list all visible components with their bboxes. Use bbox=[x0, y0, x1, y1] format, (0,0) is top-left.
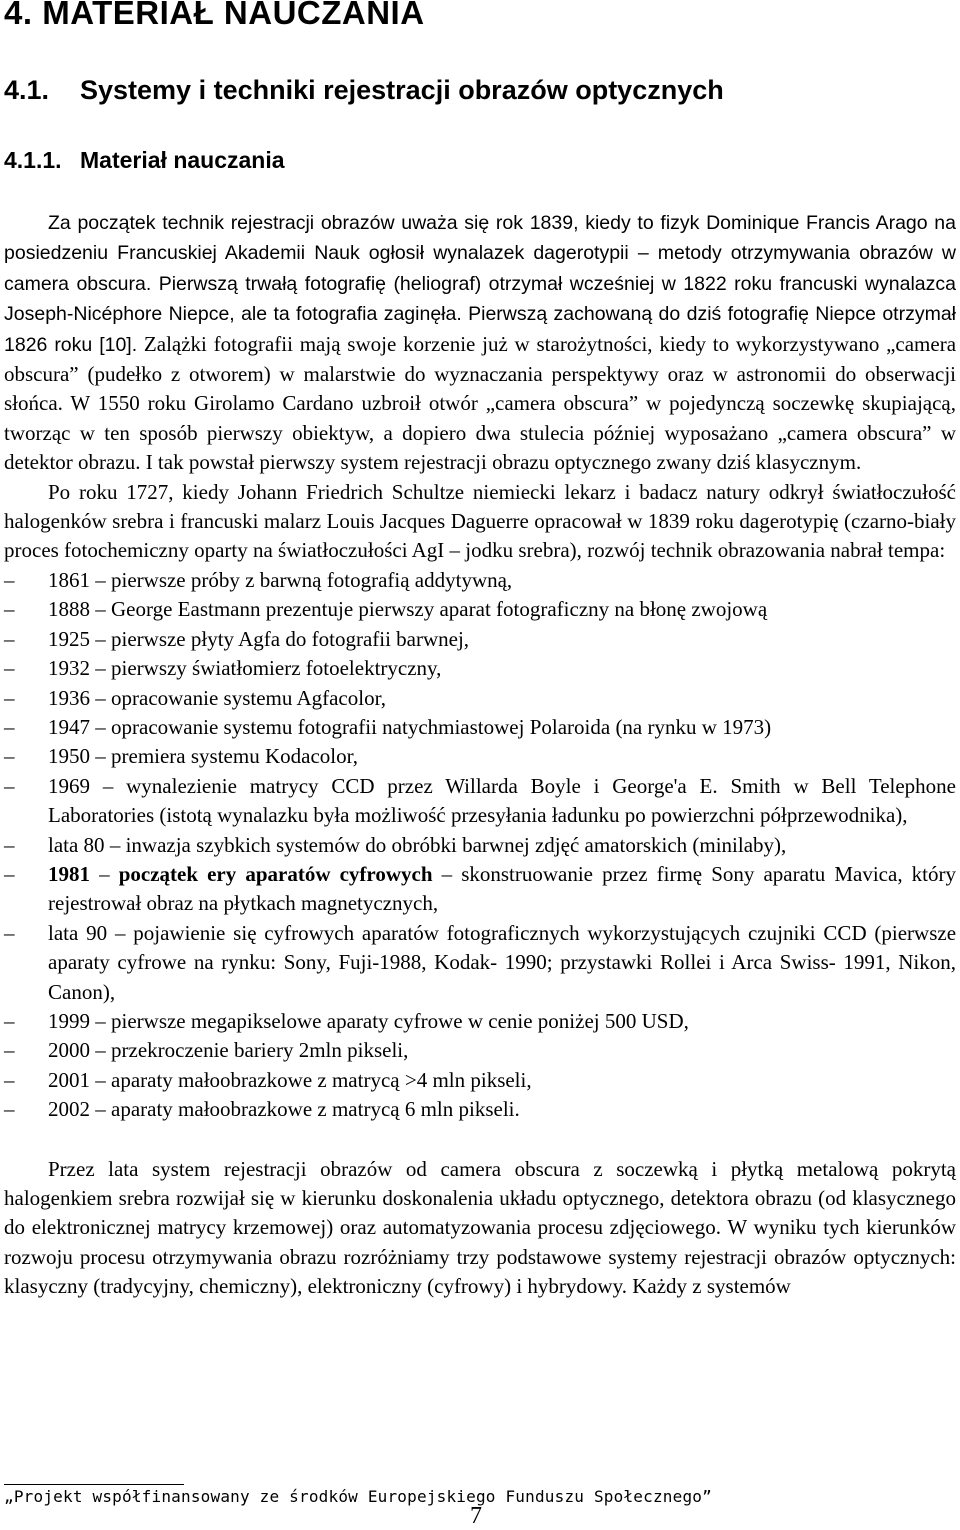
paragraph-history bbox=[4, 208, 956, 478]
timeline-item bbox=[4, 742, 956, 771]
timeline-text: George Eastmann prezentuje pierwszy aparat fotograficzny na błonę zwojową bbox=[111, 597, 768, 622]
subsection-heading bbox=[4, 147, 285, 174]
timeline-list bbox=[4, 566, 956, 1125]
timeline-text: aparaty małoobrazkowe z matrycą 6 mln pikseli. bbox=[111, 1097, 520, 1122]
body-text bbox=[4, 208, 956, 1302]
footer-divider bbox=[4, 1484, 184, 1485]
chapter-number: 4. bbox=[4, 0, 33, 31]
chapter-title: MATERIAŁ NAUCZANIA bbox=[42, 0, 425, 31]
timeline-text: pierwsze płyty Agfa do fotografii barwnej, bbox=[111, 626, 470, 651]
timeline-date: lata 90 bbox=[48, 920, 108, 945]
timeline-item bbox=[4, 595, 956, 624]
timeline-date: 1947 bbox=[48, 714, 90, 739]
timeline-text: pierwsze megapikselowe aparaty cyfrowe w cenie poniżej 500 USD, bbox=[111, 1008, 689, 1033]
timeline-separator: – bbox=[95, 567, 106, 592]
list-dash: – bbox=[4, 773, 15, 798]
list-dash: – bbox=[4, 567, 15, 592]
timeline-text: pojawienie się cyfrowych aparatów fotograficznych wykorzystujących czujniki CCD (pierwsze aparaty cyfrowe na rynku: Sony, Fuji-1988, Kodak- 1990; przystawki Rollei i Arca Swiss- 1991, Nikon, Canon), bbox=[48, 920, 957, 1004]
timeline-text: opracowanie systemu fotografii natychmiastowej Polaroida (na rynku w 1973) bbox=[111, 714, 772, 739]
timeline-text: premiera systemu Kodacolor, bbox=[111, 744, 358, 769]
timeline-item bbox=[4, 1036, 956, 1065]
timeline-item bbox=[4, 1095, 956, 1124]
timeline-separator: – bbox=[95, 744, 106, 769]
timeline-item bbox=[4, 1066, 956, 1095]
timeline-separator: – bbox=[95, 685, 106, 710]
list-dash: – bbox=[4, 626, 15, 651]
timeline-date: 1950 bbox=[48, 744, 90, 769]
timeline-separator: – bbox=[441, 861, 453, 886]
timeline-date: 1888 bbox=[48, 597, 90, 622]
timeline-text: skonstruowanie przez firmę Sony aparatu Mavica, który rejestrował obraz na płytkach magnetycznych, bbox=[48, 861, 956, 916]
list-dash: – bbox=[4, 656, 15, 681]
timeline-date: 1925 bbox=[48, 626, 90, 651]
timeline-separator: – bbox=[95, 1038, 106, 1063]
timeline-date: 2001 bbox=[48, 1067, 90, 1092]
timeline-separator: – bbox=[95, 1067, 106, 1092]
list-dash: – bbox=[4, 1067, 15, 1092]
timeline-separator: – bbox=[95, 1008, 106, 1033]
page-number: 7 bbox=[470, 1503, 482, 1529]
section-title: Systemy i techniki rejestracji obrazów optycznych bbox=[80, 75, 724, 105]
section-heading bbox=[4, 75, 724, 106]
section-number: 4.1. bbox=[4, 75, 50, 105]
timeline-separator: – bbox=[95, 597, 106, 622]
timeline-separator: – bbox=[95, 1097, 106, 1122]
timeline-separator: – bbox=[102, 773, 114, 798]
timeline-text: przekroczenie bariery 2mln pikseli, bbox=[111, 1038, 409, 1063]
timeline-text: wynalezienie matrycy CCD przez Willarda Boyle i George'a E. Smith w Bell Telephone Laboratories (istotą wynalazku była możliwość przesyłania ładunku po powierzchni półprzewodnika), bbox=[48, 773, 956, 828]
list-dash: – bbox=[4, 920, 15, 945]
paragraph-history-roots: Zalążki fotografii mają swoje korzenie już w starożytności, kiedy to wykorzystywano „camera obscura” (pudełko z otworem) w malarstwie do wyznaczania perspektywy oraz w astronomii do obserwacji słońca. bbox=[4, 331, 957, 416]
list-dash: – bbox=[4, 1097, 15, 1122]
timeline-item bbox=[4, 566, 956, 595]
subsection-title: Materiał nauczania bbox=[80, 147, 285, 173]
timeline-item bbox=[4, 919, 956, 1007]
list-dash: – bbox=[4, 685, 15, 710]
timeline-item bbox=[4, 772, 956, 831]
list-dash: – bbox=[4, 1008, 15, 1033]
list-dash: – bbox=[4, 714, 15, 739]
timeline-date: 1861 bbox=[48, 567, 90, 592]
paragraph-systems: Przez lata system rejestracji obrazów od camera obscura z soczewką i płytką metalową pokrytą halogenkiem srebra rozwijał się w kierunku doskonalenia układu optycznego, detektora obrazu (od klasycznego do elektronicznej matrycy krzemowej) oraz automatyzowania procesu zdjęciowego. W wyniku tych kierunków rozwoju procesu otrzymywania obrazu rozróżniamy trzy podstawowe systemy rejestracji obrazów optycznych: klasyczny (tradycyjny, chemiczny), elektroniczny (cyfrowy) i hybrydowy. Każdy z systemów bbox=[4, 1156, 956, 1299]
chapter-heading bbox=[4, 0, 425, 32]
paragraph-history-cardano: W 1550 roku Girolamo Cardano uzbroił otwór „camera obscura” w pojedynczą soczewkę skupiającą, tworząc w ten sposób pierwszy obiektyw, a dopiero dwa stulecia później wyposażano „camera obscura” w detektor obrazu. I tak powstał pierwszy system rejestracji obrazu optycznego zwany dziś klasycznym. bbox=[4, 391, 956, 475]
paragraph-development: Po roku 1727, kiedy Johann Friedrich Schultze niemiecki lekarz i badacz natury odkrył światłoczułość halogenków srebra i francuski malarz Louis Jacques Daguerre opracował w 1839 roku dagerotypię (czarno-biały proces fotochemiczny oparty na światłoczułości AgI – jodku srebra), rozwój technik obrazowania nabrał tempa: bbox=[4, 479, 956, 563]
paragraph-history-intro: Za początek technik rejestracji obrazów uważa się rok 1839, kiedy to fizyk Dominique Francis Arago na posiedzeniu Francuskiej Akademii Nauk ogłosił wynalazek dagerotypii – metody otrzymywania obrazów w camera obscura. Pierwszą trwałą fotografię (heliograf) otrzymał wcześniej w 1822 roku francuski wynalazca Joseph-Nicéphore Niepce, ale ta fotografia zaginęła. Pierwszą zachowaną do dziś fotografię Niepce otrzymał 1826 roku [10]. bbox=[4, 212, 956, 356]
timeline-date: lata 80 bbox=[48, 832, 105, 857]
timeline-item bbox=[4, 831, 956, 860]
timeline-item bbox=[4, 713, 956, 742]
timeline-date: 2000 bbox=[48, 1038, 90, 1063]
timeline-item bbox=[4, 654, 956, 683]
timeline-date: 1932 bbox=[48, 656, 90, 681]
timeline-separator: – bbox=[95, 656, 106, 681]
timeline-separator: – bbox=[95, 714, 106, 739]
timeline-text: pierwszy światłomierz fotoelektryczny, bbox=[111, 656, 442, 681]
timeline-text: aparaty małoobrazkowe z matrycą >4 mln pikseli, bbox=[111, 1067, 532, 1092]
footer-note: „Projekt współfinansowany ze środków Europejskiego Funduszu Społecznego” bbox=[4, 1487, 712, 1506]
timeline-date: 1936 bbox=[48, 685, 90, 710]
list-dash: – bbox=[4, 597, 15, 622]
timeline-highlight: początek ery aparatów cyfrowych bbox=[118, 861, 433, 886]
timeline-text: inwazja szybkich systemów do obróbki barwnej zdjęć amatorskich (minilaby), bbox=[125, 832, 787, 857]
timeline-text: opracowanie systemu Agfacolor, bbox=[111, 685, 386, 710]
timeline-date: 1981 bbox=[48, 861, 90, 886]
list-dash: – bbox=[4, 832, 15, 857]
timeline-separator: – bbox=[114, 920, 126, 945]
timeline-separator: – bbox=[99, 861, 110, 886]
timeline-date: 2002 bbox=[48, 1097, 90, 1122]
timeline-item bbox=[4, 684, 956, 713]
timeline-date: 1999 bbox=[48, 1008, 90, 1033]
list-dash: – bbox=[4, 861, 15, 886]
timeline-item bbox=[4, 625, 956, 654]
list-dash: – bbox=[4, 1038, 15, 1063]
subsection-number: 4.1.1. bbox=[4, 147, 62, 173]
timeline-text: pierwsze próby z barwną fotografią addytywną, bbox=[111, 567, 513, 592]
timeline-separator: – bbox=[109, 832, 121, 857]
timeline-date: 1969 bbox=[48, 773, 90, 798]
list-dash: – bbox=[4, 744, 15, 769]
timeline-item bbox=[4, 1007, 956, 1036]
timeline-item bbox=[4, 860, 956, 919]
timeline-separator: – bbox=[95, 626, 106, 651]
